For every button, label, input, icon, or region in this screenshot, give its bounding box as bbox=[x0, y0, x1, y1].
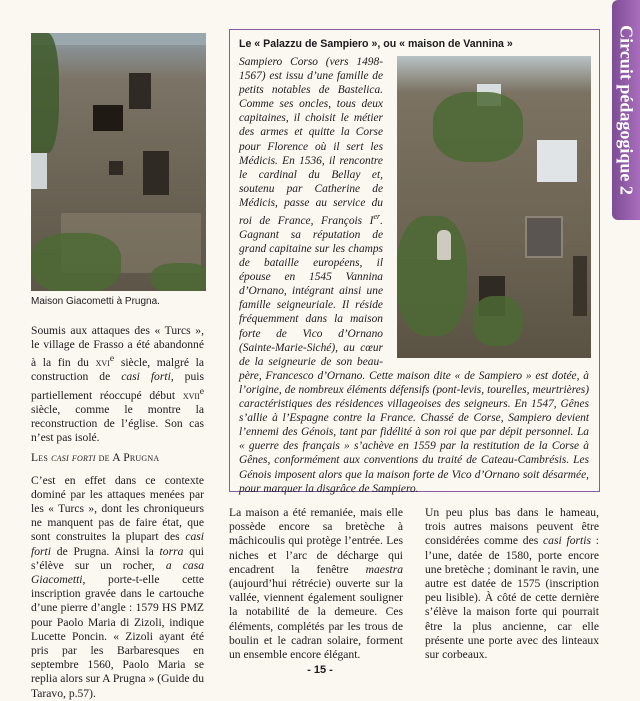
middle-column bbox=[229, 506, 403, 662]
right-column bbox=[425, 506, 599, 662]
giacometti-house-photo bbox=[31, 33, 206, 291]
sampiero-box bbox=[229, 29, 600, 495]
box-title: Le « Palazzu de Sampiero », ou « maison de Vannina » bbox=[239, 38, 513, 50]
side-tab-label: Circuit pédagogique 2 bbox=[616, 25, 637, 195]
side-tab bbox=[612, 0, 640, 220]
paragraph-autres-maisons: Un peu plus bas dans le hameau, trois autres maisons peuvent être considérées comme des casi fortis : l’une, datée de 1580, porte encore une bretèche ; dominant le ravin, une autre est datée de 1575 (inscription peu lisible). À côté de cette dernière s’élève la maison forte qui pourrait être la plus ancienne, car elle présente une porte avec des linteaux sur corbeaux. bbox=[425, 506, 599, 662]
paragraph-maison-remaniee: La maison a été remaniée, mais elle possède encore sa bretèche à mâchicoulis qui protège l’entrée. Les niches et l’arc de décharge qui encadrent la fenêtre maestra (aujourd’hui rétrécie) ouverte sur la vallée, viennent également souligner la notabilité de la demeure. Ces éléments, complétés par les trous de boulin et le cadran solaire, forment un ensemble encore élégant. bbox=[229, 506, 403, 662]
photo-left-caption: Maison Giacometti à Prugna. bbox=[31, 296, 160, 307]
left-column bbox=[31, 324, 204, 701]
section-subheading: Les casi forti de A Prugna bbox=[31, 451, 160, 465]
page-number: - 15 - bbox=[307, 664, 333, 676]
paragraph-casi-forti: C’est en effet dans ce contexte dominé par les attaques menées par les « Turcs », dont les chroniqueurs ne manquent pas de faire état, que sont construites la plupart des casi forti de Prugna. Ainsi la torra qui s’élève sur un rocher, a casa Giacometti, porte-t-elle cette inscription gravée dans le cartouche d’une pierre d’angle : 1579 HS PMZ pour Paolo Maria di Zizoli, indique Lucette Poncin. « Zizoli ayant été pris par les Barbaresques en septembre 1560, Paolo Maria se replia alors sur A Prugna » (Guide du Taravo, p.57). bbox=[31, 473, 205, 700]
box-text: Sampiero Corso (vers 1498-1567) est issu d’une famille de petits notables de Bastelica. Comme ses oncles, tous deux capitaines, il choisit le métier des armes et quitte la Corse pour Florence où il sert les Médicis. En 1536, il rencontre le cardinal du Bellay et, soutenu par Catherine de Médicis, passe au service du roi de France, François Ier. Gagnant sa réputation de grand capitaine sur les champs de bataille européens, il épouse en 1545 Vannina d’Ornano, intégrant ainsi une famille seigneuriale. Il réside fréquemment dans la maison forte de Vico d’Ornano (Sainte-Marie-Siché), au cœur de la seigneurie de son beau-père, Francesco d’Ornano. Cette maison dite « de Sampiero » est dotée, à l’origine, de nombreux éléments défensifs (pont-levis, tourelles, meurtrières) caractéristiques des résidences villageoises des seigneurs. En 1547, Gênes s’allie à l’Espagne contre la France. Chassé de Corse, Sampiero devient l’ennemi des Génois, tant par fidélité à son roi que par dépit personnel. La « guerre des français » s’achève en 1559 par la restitution de la Corse à Gênes, conformément aux conventions du traité de Cateau-Cambrésis. Les Génois imposent alors que la maison forte de Vico d’Ornano soit désarmée, pour marquer la disgrâce de Sampiero. bbox=[239, 56, 589, 495]
paragraph-frasso: Soumis aux attaques des « Turcs », le village de Frasso a été abandonné à la fin du xvi$^e$ siècle, malgré la construction de casi forti, puis partiellement réoccupé début xvii$^e$ siècle, comme le montre la reconstruction de l’église. Son cas n’est pas isolé. bbox=[31, 324, 205, 445]
